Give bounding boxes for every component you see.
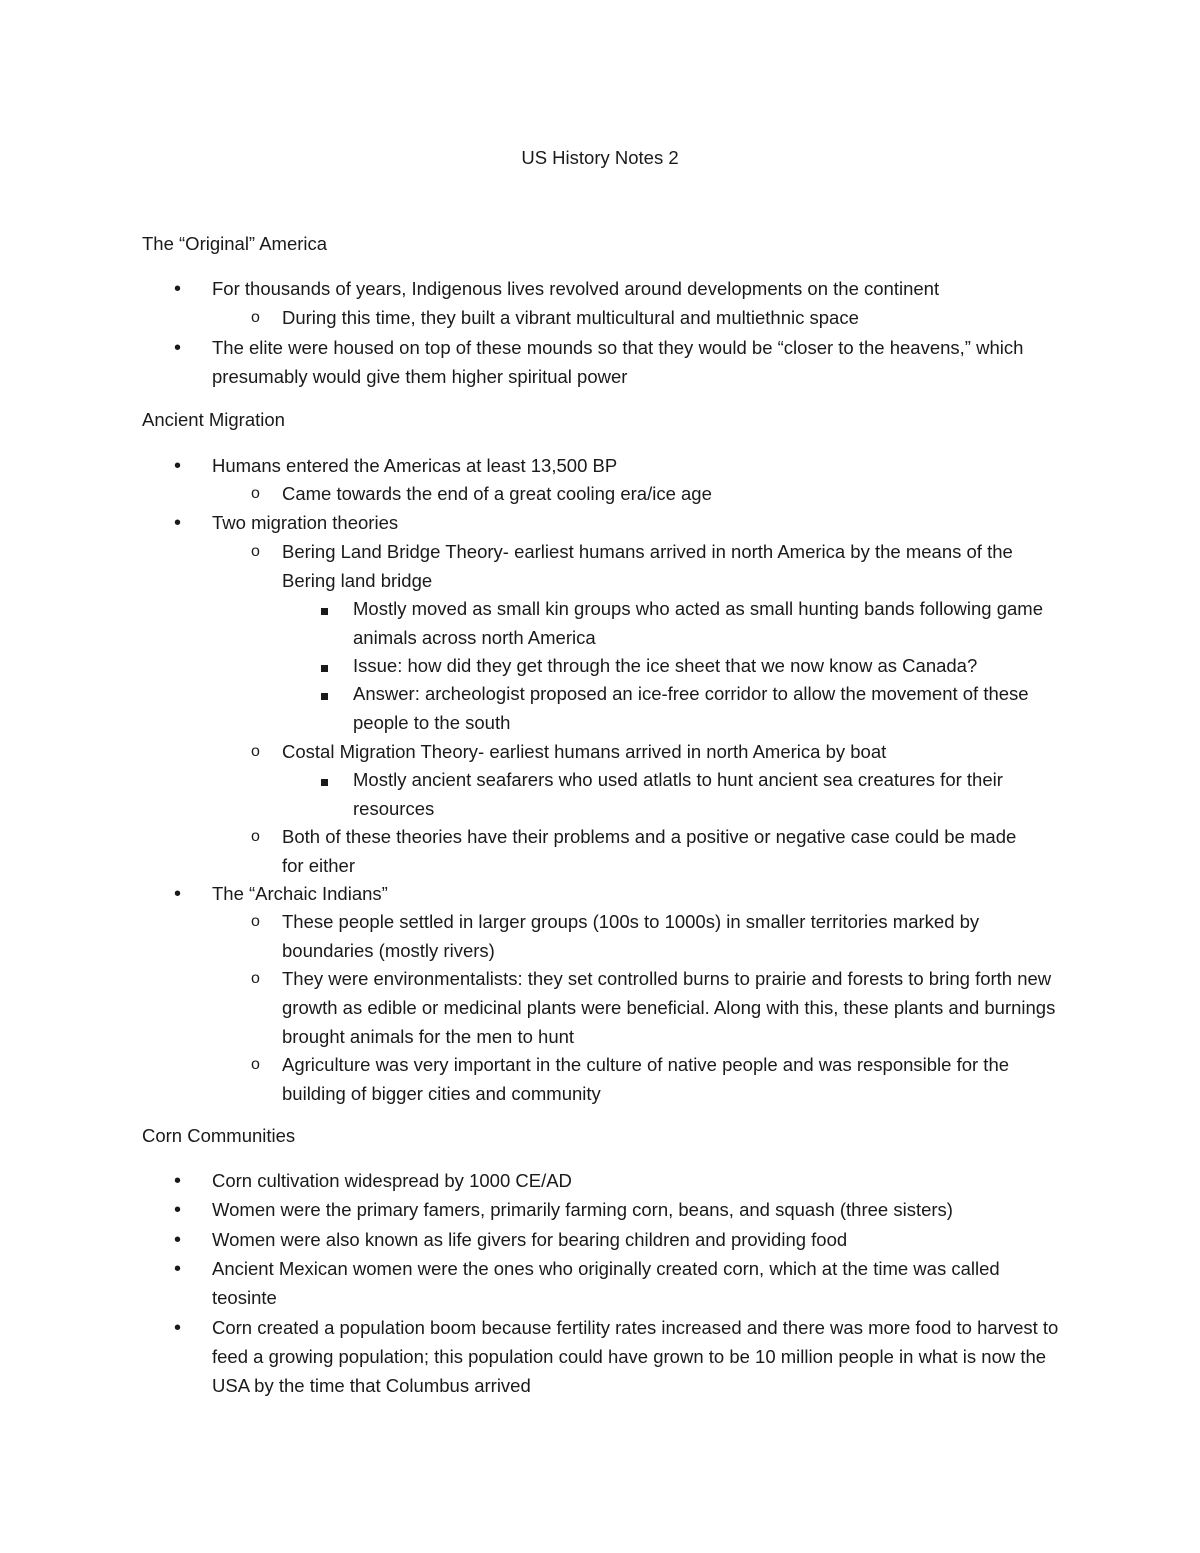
section-heading-corn-communities: Corn Communities: [142, 1125, 296, 1146]
list-item-text: These people settled in larger groups (100s to 1000s) in smaller territories marked by boundaries (mostly rivers): [282, 911, 980, 961]
bullet-marker: •: [174, 1317, 182, 1339]
list-item: [174, 1255, 1042, 1313]
list-item: [174, 880, 1072, 909]
list-item-text: Issue: how did they get through the ice sheet that we now know as Canada?: [353, 655, 978, 676]
circle-marker: o: [251, 485, 260, 502]
square-bullet-icon: [321, 680, 328, 709]
bullet-marker: •: [174, 512, 182, 534]
list-item-text: Two migration theories: [212, 512, 399, 533]
list-item: [251, 965, 1057, 1051]
list-item-text: Answer: archeologist proposed an ice-free corridor to allow the movement of these people to the south: [353, 683, 1029, 733]
list-item-text: Corn cultivation widespread by 1000 CE/AD: [212, 1170, 572, 1191]
list-item-text: Came towards the end of a great cooling era/ice age: [282, 483, 712, 504]
list-item-text: Women were the primary famers, primarily farming corn, beans, and squash (three sisters): [212, 1199, 953, 1220]
circle-marker: o: [251, 743, 260, 760]
list-item: [353, 652, 1073, 681]
circle-marker: o: [251, 913, 260, 930]
list-item-text: Bering Land Bridge Theory- earliest humans arrived in north America by the means of the Bering land bridge: [282, 541, 1013, 591]
list-item: [174, 452, 1072, 481]
list-item: [174, 1196, 1072, 1225]
list-item: [251, 304, 1072, 333]
list-item-text: During this time, they built a vibrant multicultural and multiethnic space: [282, 307, 859, 328]
circle-marker: o: [251, 309, 260, 326]
bullet-marker: •: [174, 1258, 182, 1280]
circle-marker: o: [251, 970, 260, 987]
page-title: US History Notes 2: [521, 147, 679, 168]
list-item: [353, 680, 1043, 738]
bullet-marker: •: [174, 883, 182, 905]
circle-marker: o: [251, 1056, 260, 1073]
list-item: [251, 908, 1042, 966]
list-item-text: Humans entered the Americas at least 13,500 BP: [212, 455, 618, 476]
list-item-text: Both of these theories have their problems and a positive or negative case could be made for either: [282, 826, 1017, 876]
bullet-marker: •: [174, 455, 182, 477]
list-item: [174, 1167, 1072, 1196]
list-item-text: For thousands of years, Indigenous lives revolved around developments on the continent: [212, 278, 940, 299]
bullet-marker: •: [174, 278, 182, 300]
list-item-text: The “Archaic Indians”: [212, 883, 388, 904]
list-item: [353, 595, 1053, 653]
list-item-text: They were environmentalists: they set controlled burns to prairie and forests to bring forth new growth as edible or medicinal plants were beneficial. Along with this, these plants and burnings brought animals for the men to hunt: [282, 968, 1056, 1047]
list-item: [251, 480, 1072, 509]
list-item-text: Agriculture was very important in the culture of native people and was responsible for the building of bigger cities and community: [282, 1054, 1010, 1104]
list-item: [174, 334, 1072, 392]
list-item: [251, 1051, 1057, 1109]
list-item: [353, 766, 1068, 824]
bullet-marker: •: [174, 337, 182, 359]
list-item-text: Corn created a population boom because fertility rates increased and there was more food to harvest to feed a growing population; this population could have grown to be 10 million people in what is now the USA by the time that Columbus arrived: [212, 1317, 1059, 1396]
square-bullet-icon: [321, 766, 328, 795]
list-item: [174, 1314, 1062, 1400]
bullet-marker: •: [174, 1199, 182, 1221]
list-item: [174, 275, 1072, 304]
section-heading-original-america: The “Original” America: [142, 233, 328, 254]
circle-marker: o: [251, 828, 260, 845]
list-item-text: Costal Migration Theory- earliest humans arrived in north America by boat: [282, 741, 887, 762]
list-item-text: Mostly ancient seafarers who used atlatls to hunt ancient sea creatures for their resources: [353, 769, 1003, 819]
list-item-text: Ancient Mexican women were the ones who originally created corn, which at the time was called teosinte: [212, 1258, 1000, 1308]
section-heading-ancient-migration: Ancient Migration: [142, 409, 285, 430]
list-item: [174, 1226, 1072, 1255]
list-item-text: Women were also known as life givers for bearing children and providing food: [212, 1229, 848, 1250]
square-bullet-icon: [321, 652, 328, 681]
square-bullet-icon: [321, 595, 328, 624]
list-item: [251, 823, 1032, 881]
list-item-text: The elite were housed on top of these mounds so that they would be “closer to the heavens,” which presumably would give them higher spiritual power: [212, 337, 1024, 387]
bullet-marker: •: [174, 1229, 182, 1251]
list-item: [174, 509, 1072, 538]
bullet-marker: •: [174, 1170, 182, 1192]
circle-marker: o: [251, 543, 260, 560]
list-item: [251, 738, 1072, 767]
list-item-text: Mostly moved as small kin groups who acted as small hunting bands following game animals across north America: [353, 598, 1043, 648]
list-item: [251, 538, 1042, 596]
